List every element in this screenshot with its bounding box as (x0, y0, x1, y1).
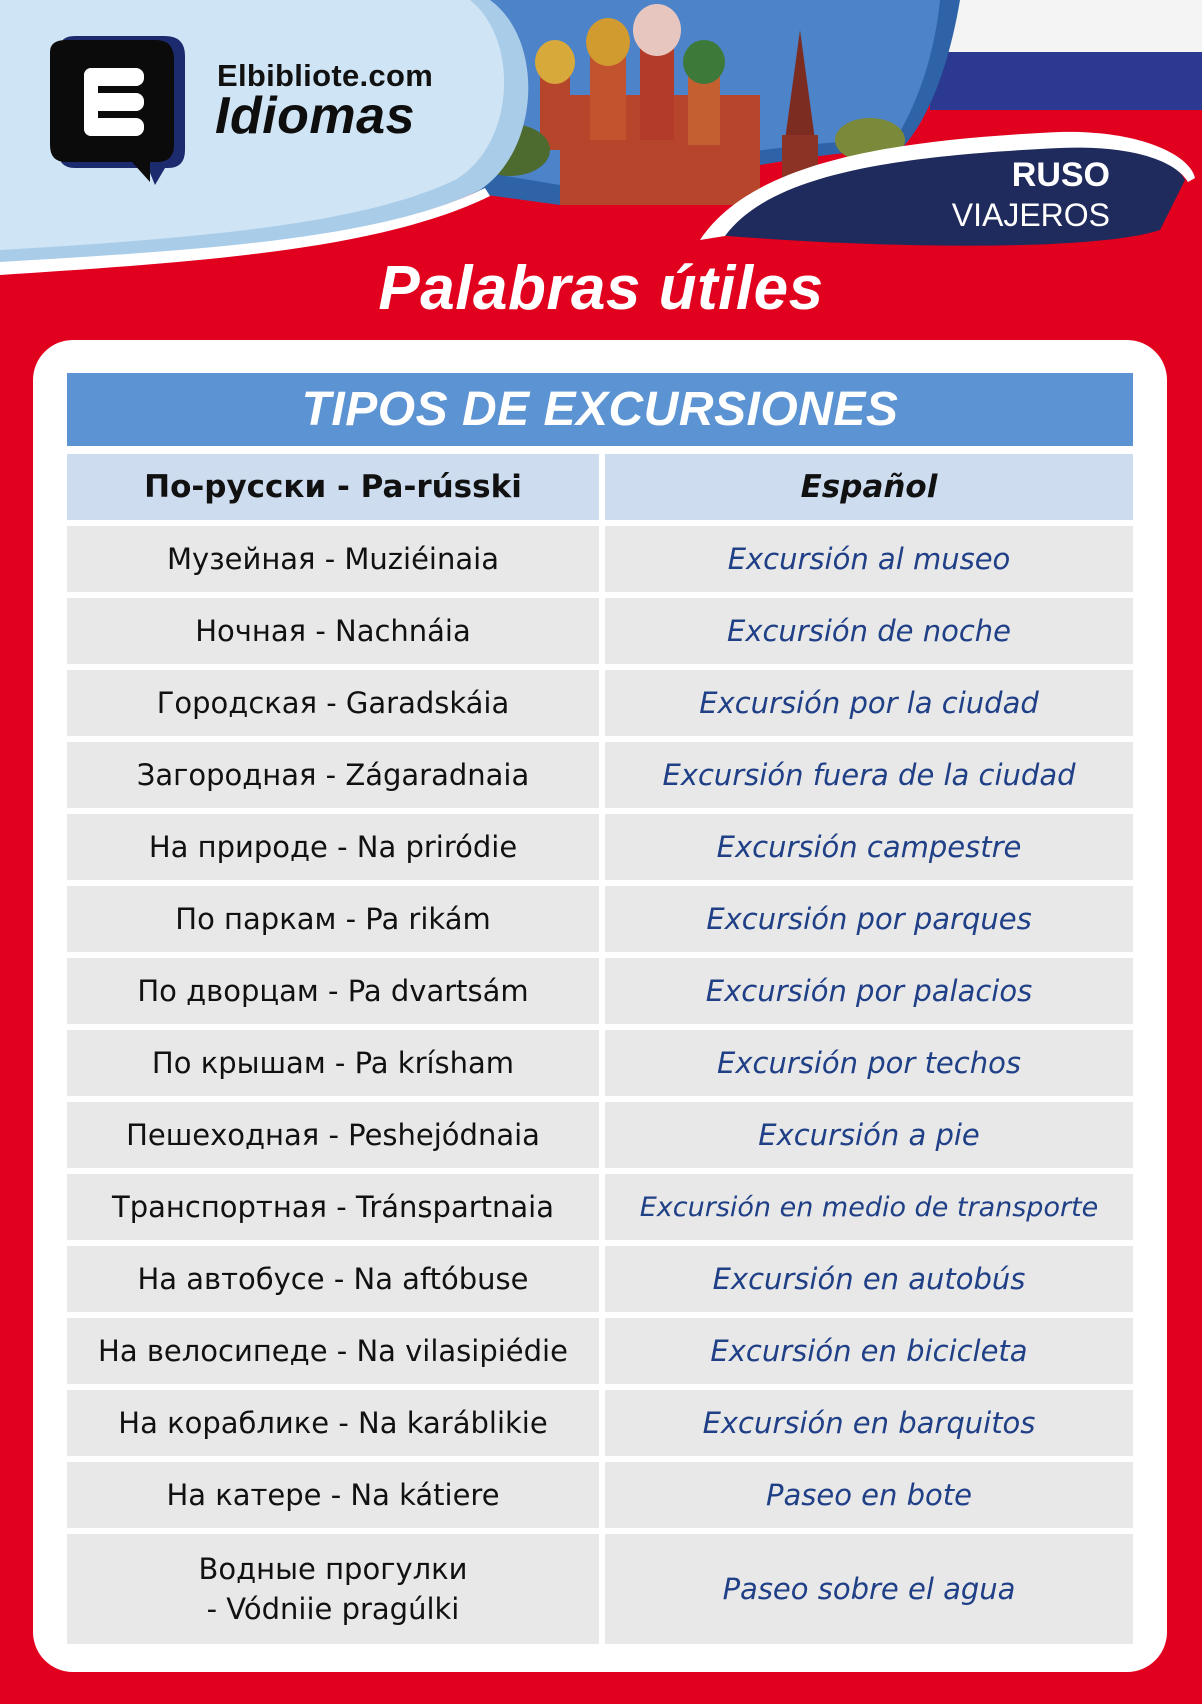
vocabulary-table (67, 373, 1133, 1650)
brand-site: Elbibliote.com (217, 58, 434, 93)
russian-cell: Транспортная - Tránspartnaia (67, 1174, 599, 1240)
russian-cell: На природе - Na priródie (67, 814, 599, 880)
section-title: TIPOS DE EXCURSIONES (67, 373, 1133, 446)
logo-speech-bubble-icon (50, 36, 185, 185)
russian-cell: На катере - Na kátiere (67, 1462, 599, 1528)
table-row (67, 1174, 1133, 1240)
spanish-cell: Excursión por techos (605, 1030, 1133, 1096)
spanish-cell: Excursión por parques (605, 886, 1133, 952)
table-row (67, 1030, 1133, 1096)
spanish-cell: Excursión por la ciudad (605, 670, 1133, 736)
spanish-cell: Excursión en bicicleta (605, 1318, 1133, 1384)
russian-cell: Пешеходная - Peshejódnaia (67, 1102, 599, 1168)
russian-cell: Загородная - Zágaradnaia (67, 742, 599, 808)
table-row (67, 526, 1133, 592)
spanish-cell: Excursión por palacios (605, 958, 1133, 1024)
brand-name: Idiomas (215, 87, 415, 145)
column-header-russian: По-русски - Pa-rússki (67, 454, 599, 520)
russian-cell: По крышам - Pa krísham (67, 1030, 599, 1096)
russian-cell: Городская - Garadskáia (67, 670, 599, 736)
russian-cell: На автобусе - Na aftóbuse (67, 1246, 599, 1312)
vocabulary-card (33, 340, 1167, 1672)
table-row (67, 958, 1133, 1024)
page-title: Palabras útiles (378, 254, 824, 323)
level-label: VIAJEROS (951, 197, 1110, 233)
language-label: RUSO (1011, 156, 1110, 194)
russian-cell: Музейная - Muziéinaia (67, 526, 599, 592)
spanish-cell: Paseo sobre el agua (605, 1534, 1133, 1644)
spanish-cell: Excursión de noche (605, 598, 1133, 664)
spanish-cell: Excursión en autobús (605, 1246, 1133, 1312)
table-row (67, 1318, 1133, 1384)
language-badge (940, 155, 1110, 235)
russian-cell-line-2: - Vódniie pragúlki (206, 1592, 460, 1626)
table-row (67, 1534, 1133, 1644)
flag-blue-stripe (930, 52, 1202, 110)
russian-cell: На велосипеде - Na vilasipiédie (67, 1318, 599, 1384)
spanish-cell: Excursión campestre (605, 814, 1133, 880)
flag-white-stripe (930, 0, 1202, 52)
column-header-spanish: Español (605, 454, 1133, 520)
russian-cell-line-1: Водные прогулки (198, 1552, 468, 1586)
spanish-cell: Excursión en medio de transporte (605, 1174, 1133, 1240)
table-row (67, 1102, 1133, 1168)
table-header-row (67, 454, 1133, 520)
table-row (67, 598, 1133, 664)
table-row (67, 1390, 1133, 1456)
table-row (67, 886, 1133, 952)
table-row (67, 1462, 1133, 1528)
table-row (67, 1246, 1133, 1312)
russian-cell: На кораблике - Na karáblikie (67, 1390, 599, 1456)
russian-cell: По паркам - Pa rikám (67, 886, 599, 952)
table-row (67, 742, 1133, 808)
table-row (67, 814, 1133, 880)
russian-cell (67, 1534, 599, 1644)
russian-cell: По дворцам - Pa dvartsám (67, 958, 599, 1024)
spanish-cell: Paseo en bote (605, 1462, 1133, 1528)
table-row (67, 670, 1133, 736)
spanish-cell: Excursión al museo (605, 526, 1133, 592)
spanish-cell: Excursión en barquitos (605, 1390, 1133, 1456)
spanish-cell: Excursión fuera de la ciudad (605, 742, 1133, 808)
spanish-cell: Excursión a pie (605, 1102, 1133, 1168)
russian-cell: Ночная - Nachnáia (67, 598, 599, 664)
